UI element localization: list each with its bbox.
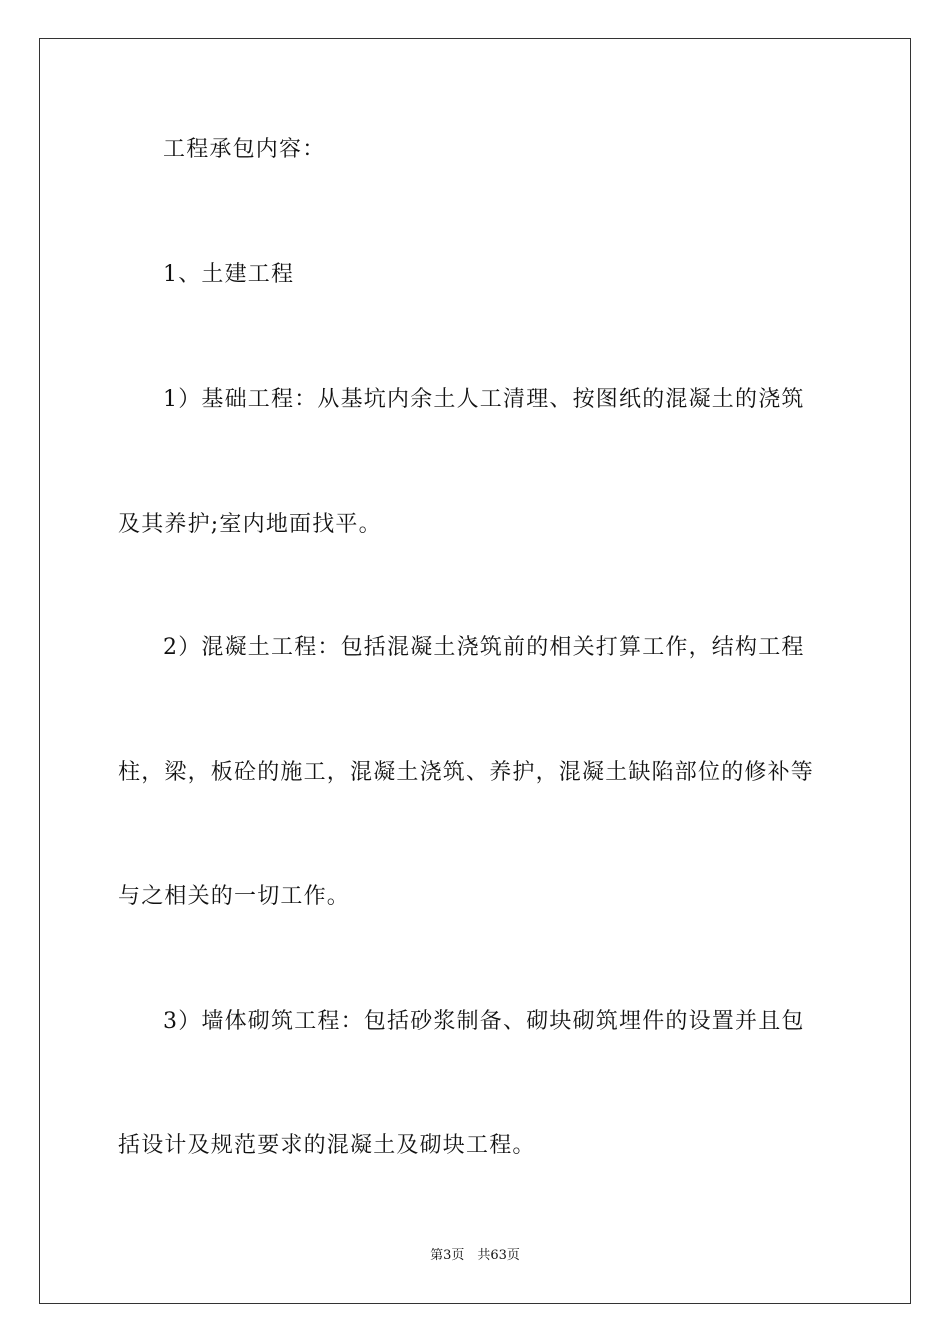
paragraph-line: 柱，梁，板砼的施工，混凝土浇筑、养护，混凝土缺陷部位的修补等	[118, 760, 815, 785]
page-number-footer: 第3页 共63页	[430, 1248, 520, 1263]
section-heading: 工程承包内容：	[163, 137, 326, 162]
paragraph-line: 3）墙体砌筑工程：包括砂浆制备、砌块砌筑埋件的设置并且包	[163, 1009, 805, 1034]
paragraph-line: 1）基础工程：从基坑内余土人工清理、按图纸的混凝土的浇筑	[163, 387, 805, 412]
paragraph-line: 及其养护;室内地面找平。	[118, 512, 382, 537]
page-border	[39, 38, 911, 1304]
subsection-heading: 1、土建工程	[163, 262, 295, 287]
paragraph-line: 括设计及规范要求的混凝土及砌块工程。	[118, 1133, 536, 1158]
paragraph-line: 2）混凝土工程：包括混凝土浇筑前的相关打算工作，结构工程	[163, 635, 805, 660]
paragraph-line: 与之相关的一切工作。	[118, 884, 351, 909]
